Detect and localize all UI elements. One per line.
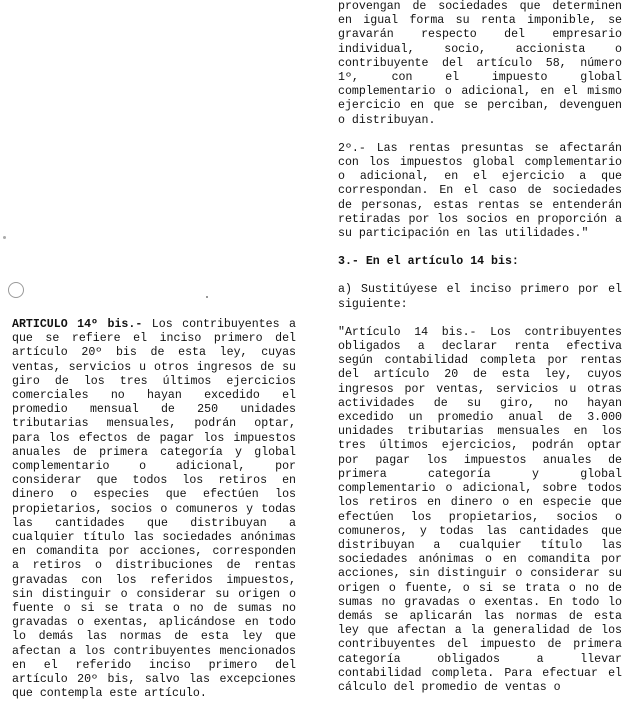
- article-14-bis-paragraph: [12, 318, 296, 701]
- left-column: [12, 318, 296, 701]
- scan-speck: [3, 236, 6, 239]
- paragraph: "Artículo 14 bis.- Los contribuyentes obligados a declarar renta efectiva según contabilidad completa por rentas del artículo 20 de esta ley, cuyos ingresos por ventas, servicios u otras actividades de su giro, no hayan excedido un promedio anual de 3.000 unidades tributarias mensuales en los tres últimos ejercicios, podrán optar por pagar los impuestos anuales de primera categoría y global complementario o adicional, sobre todos los retiros en dinero o en especie que efectúen los propietarios, socios o comuneros, y todas las cantidades que distribuyan a cualquier título las sociedades anónimas o en comandita por acciones, sin distinguir o considerar su origen o fuente, o si se trata o no de sumas no gravadas o exentas. En todo lo demás se aplicarán las normas de esta ley que afectan a la generalidad de los contribuyentes del impuesto de primera categoría obligados a llevar contabilidad completa. Para efectuar el cálculo del promedio de ventas o: [338, 325, 622, 694]
- paragraph: 2º.- Las rentas presuntas se afectarán con los impuestos global complementario o adicional, en el ejercicio a que correspondan. En el caso de sociedades de personas, estas rentas se entenderán retiradas por los socios en proporción a su participación en las utilidades.": [338, 141, 622, 241]
- punch-hole-mark: [8, 282, 24, 298]
- paragraph: a) Sustitúyese el inciso primero por el siguiente:: [338, 283, 622, 311]
- article-body: Los contribuyentes a que se refiere el inciso primero del artículo 20º bis de esta ley, cuyas ventas, servicios u otros ingresos de su giro de los tres últimos ejercicios comerciales no hayan excedido el promedio mensual de 250 unidades tributarias mensuales, podrán optar, para los efectos de pagar los impuestos anuales de primera categoría y global complementario o adicional, por considerar que todos los retiros en dinero o especies que efectúen los propietarios, socios o comuneros y todas las cantidades que distribuyan a cualquier título las sociedades anónimas en comandita por acciones, corresponden a retiros o distribuciones de rentas gravadas con los referidos impuestos, sin distinguir o considerar su origen o fuente o si se trata o no de sumas no gravadas o exentas, aplicándose en todo lo demás las normas de esta ley que afectan a los contribuyentes mencionados en el referido inciso primero del artículo 20º bis, salvo las excepciones que contempla este artículo.: [12, 318, 297, 701]
- scan-speck: [206, 296, 208, 298]
- right-column: [338, 0, 622, 695]
- section-heading: 3.- En el artículo 14 bis:: [338, 255, 519, 269]
- article-title: ARTICULO 14º bis.-: [12, 318, 143, 331]
- paragraph: provengan de sociedades que determinen en igual forma su renta imponible, se gravarán respecto del empresario individual, socio, accionista o contribuyente del artículo 58, número 1º, con el impuesto global complementario o adicional, en el mismo ejercicio en que se perciban, devenguen o distribuyan.: [338, 0, 622, 127]
